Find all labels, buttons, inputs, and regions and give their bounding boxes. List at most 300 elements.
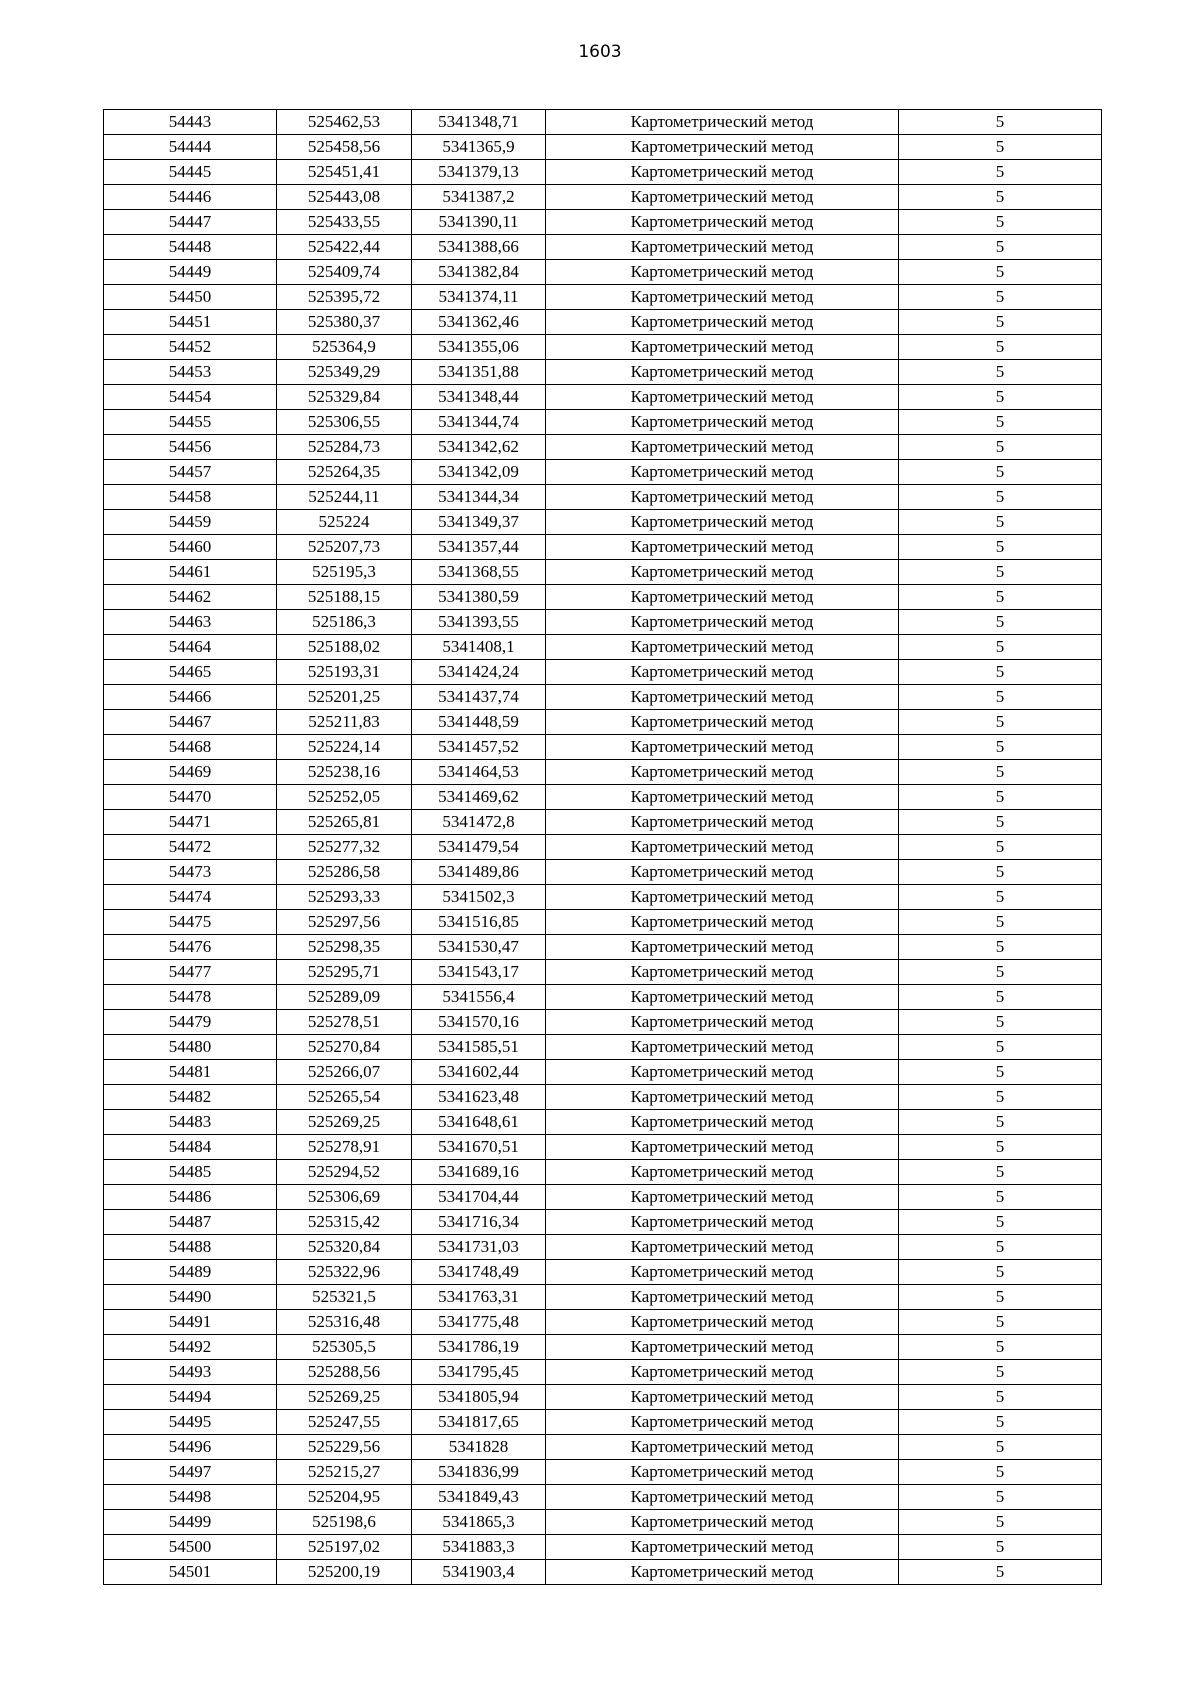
method-cell: Картометрический метод [546, 760, 899, 785]
x-coordinate-cell: 525443,08 [277, 185, 412, 210]
table-row [104, 1085, 1102, 1110]
method-cell: Картометрический метод [546, 810, 899, 835]
accuracy-cell: 5 [899, 1085, 1102, 1110]
method-cell: Картометрический метод [546, 860, 899, 885]
accuracy-cell: 5 [899, 860, 1102, 885]
accuracy-cell: 5 [899, 960, 1102, 985]
table-row [104, 1310, 1102, 1335]
method-cell: Картометрический метод [546, 310, 899, 335]
y-coordinate-cell: 5341390,11 [412, 210, 546, 235]
y-coordinate-cell: 5341408,1 [412, 635, 546, 660]
method-cell: Картометрический метод [546, 110, 899, 135]
point-number-cell: 54467 [104, 710, 277, 735]
x-coordinate-cell: 525321,5 [277, 1285, 412, 1310]
accuracy-cell: 5 [899, 710, 1102, 735]
x-coordinate-cell: 525224,14 [277, 735, 412, 760]
y-coordinate-cell: 5341648,61 [412, 1110, 546, 1135]
x-coordinate-cell: 525269,25 [277, 1110, 412, 1135]
x-coordinate-cell: 525306,69 [277, 1185, 412, 1210]
y-coordinate-cell: 5341380,59 [412, 585, 546, 610]
point-number-cell: 54469 [104, 760, 277, 785]
y-coordinate-cell: 5341349,37 [412, 510, 546, 535]
point-number-cell: 54479 [104, 1010, 277, 1035]
method-cell: Картометрический метод [546, 185, 899, 210]
accuracy-cell: 5 [899, 410, 1102, 435]
y-coordinate-cell: 5341362,46 [412, 310, 546, 335]
method-cell: Картометрический метод [546, 1460, 899, 1485]
method-cell: Картометрический метод [546, 1035, 899, 1060]
table-row [104, 135, 1102, 160]
x-coordinate-cell: 525433,55 [277, 210, 412, 235]
accuracy-cell: 5 [899, 185, 1102, 210]
table-row [104, 385, 1102, 410]
point-number-cell: 54455 [104, 410, 277, 435]
y-coordinate-cell: 5341786,19 [412, 1335, 546, 1360]
y-coordinate-cell: 5341556,4 [412, 985, 546, 1010]
table-row [104, 1210, 1102, 1235]
x-coordinate-cell: 525195,3 [277, 560, 412, 585]
point-number-cell: 54451 [104, 310, 277, 335]
x-coordinate-cell: 525329,84 [277, 385, 412, 410]
accuracy-cell: 5 [899, 510, 1102, 535]
point-number-cell: 54476 [104, 935, 277, 960]
x-coordinate-cell: 525207,73 [277, 535, 412, 560]
x-coordinate-cell: 525306,55 [277, 410, 412, 435]
accuracy-cell: 5 [899, 910, 1102, 935]
y-coordinate-cell: 5341748,49 [412, 1260, 546, 1285]
accuracy-cell: 5 [899, 160, 1102, 185]
table-row [104, 960, 1102, 985]
y-coordinate-cell: 5341670,51 [412, 1135, 546, 1160]
y-coordinate-cell: 5341348,44 [412, 385, 546, 410]
table-row [104, 1435, 1102, 1460]
method-cell: Картометрический метод [546, 910, 899, 935]
x-coordinate-cell: 525186,3 [277, 610, 412, 635]
y-coordinate-cell: 5341795,45 [412, 1360, 546, 1385]
table-row [104, 685, 1102, 710]
method-cell: Картометрический метод [546, 1285, 899, 1310]
accuracy-cell: 5 [899, 685, 1102, 710]
table-row [104, 360, 1102, 385]
point-number-cell: 54447 [104, 210, 277, 235]
method-cell: Картометрический метод [546, 1510, 899, 1535]
table-row [104, 1535, 1102, 1560]
table-row [104, 985, 1102, 1010]
y-coordinate-cell: 5341689,16 [412, 1160, 546, 1185]
method-cell: Картометрический метод [546, 210, 899, 235]
point-number-cell: 54483 [104, 1110, 277, 1135]
y-coordinate-cell: 5341602,44 [412, 1060, 546, 1085]
method-cell: Картометрический метод [546, 935, 899, 960]
point-number-cell: 54459 [104, 510, 277, 535]
x-coordinate-cell: 525188,02 [277, 635, 412, 660]
x-coordinate-cell: 525188,15 [277, 585, 412, 610]
table-row [104, 160, 1102, 185]
method-cell: Картометрический метод [546, 785, 899, 810]
accuracy-cell: 5 [899, 1510, 1102, 1535]
x-coordinate-cell: 525316,48 [277, 1310, 412, 1335]
y-coordinate-cell: 5341382,84 [412, 260, 546, 285]
method-cell: Картометрический метод [546, 1010, 899, 1035]
accuracy-cell: 5 [899, 935, 1102, 960]
x-coordinate-cell: 525409,74 [277, 260, 412, 285]
method-cell: Картометрический метод [546, 685, 899, 710]
point-number-cell: 54457 [104, 460, 277, 485]
method-cell: Картометрический метод [546, 160, 899, 185]
table-row [104, 885, 1102, 910]
point-number-cell: 54492 [104, 1335, 277, 1360]
point-number-cell: 54482 [104, 1085, 277, 1110]
y-coordinate-cell: 5341763,31 [412, 1285, 546, 1310]
accuracy-cell: 5 [899, 1010, 1102, 1035]
x-coordinate-cell: 525364,9 [277, 335, 412, 360]
page-number: 1603 [578, 42, 622, 62]
accuracy-cell: 5 [899, 585, 1102, 610]
y-coordinate-cell: 5341775,48 [412, 1310, 546, 1335]
point-number-cell: 54497 [104, 1460, 277, 1485]
point-number-cell: 54443 [104, 110, 277, 135]
table-row [104, 1160, 1102, 1185]
table-row [104, 435, 1102, 460]
method-cell: Картометрический метод [546, 335, 899, 360]
table-row [104, 460, 1102, 485]
table-row [104, 1335, 1102, 1360]
point-number-cell: 54490 [104, 1285, 277, 1310]
table-row [104, 610, 1102, 635]
point-number-cell: 54501 [104, 1560, 277, 1585]
accuracy-cell: 5 [899, 335, 1102, 360]
y-coordinate-cell: 5341348,71 [412, 110, 546, 135]
method-cell: Картометрический метод [546, 235, 899, 260]
x-coordinate-cell: 525284,73 [277, 435, 412, 460]
table-row [104, 935, 1102, 960]
method-cell: Картометрический метод [546, 1535, 899, 1560]
y-coordinate-cell: 5341357,44 [412, 535, 546, 560]
x-coordinate-cell: 525266,07 [277, 1060, 412, 1085]
point-number-cell: 54453 [104, 360, 277, 385]
x-coordinate-cell: 525265,54 [277, 1085, 412, 1110]
table-row [104, 235, 1102, 260]
point-number-cell: 54488 [104, 1235, 277, 1260]
accuracy-cell: 5 [899, 235, 1102, 260]
coordinates-table-body [104, 110, 1102, 1585]
y-coordinate-cell: 5341530,47 [412, 935, 546, 960]
table-row [104, 735, 1102, 760]
method-cell: Картометрический метод [546, 710, 899, 735]
table-row [104, 1035, 1102, 1060]
x-coordinate-cell: 525395,72 [277, 285, 412, 310]
y-coordinate-cell: 5341368,55 [412, 560, 546, 585]
accuracy-cell: 5 [899, 1335, 1102, 1360]
accuracy-cell: 5 [899, 660, 1102, 685]
method-cell: Картометрический метод [546, 360, 899, 385]
method-cell: Картометрический метод [546, 1410, 899, 1435]
x-coordinate-cell: 525451,41 [277, 160, 412, 185]
accuracy-cell: 5 [899, 1385, 1102, 1410]
accuracy-cell: 5 [899, 485, 1102, 510]
method-cell: Картометрический метод [546, 1160, 899, 1185]
method-cell: Картометрический метод [546, 510, 899, 535]
point-number-cell: 54450 [104, 285, 277, 310]
y-coordinate-cell: 5341342,09 [412, 460, 546, 485]
table-row [104, 110, 1102, 135]
method-cell: Картометрический метод [546, 835, 899, 860]
x-coordinate-cell: 525215,27 [277, 1460, 412, 1485]
x-coordinate-cell: 525277,32 [277, 835, 412, 860]
table-row [104, 910, 1102, 935]
point-number-cell: 54478 [104, 985, 277, 1010]
point-number-cell: 54491 [104, 1310, 277, 1335]
y-coordinate-cell: 5341865,3 [412, 1510, 546, 1535]
y-coordinate-cell: 5341516,85 [412, 910, 546, 935]
accuracy-cell: 5 [899, 360, 1102, 385]
table-row [104, 860, 1102, 885]
table-row [104, 710, 1102, 735]
table-row [104, 1235, 1102, 1260]
point-number-cell: 54445 [104, 160, 277, 185]
point-number-cell: 54468 [104, 735, 277, 760]
method-cell: Картометрический метод [546, 1335, 899, 1360]
method-cell: Картометрический метод [546, 1085, 899, 1110]
point-number-cell: 54493 [104, 1360, 277, 1385]
accuracy-cell: 5 [899, 1310, 1102, 1335]
x-coordinate-cell: 525204,95 [277, 1485, 412, 1510]
table-row [104, 1285, 1102, 1310]
point-number-cell: 54500 [104, 1535, 277, 1560]
y-coordinate-cell: 5341424,24 [412, 660, 546, 685]
point-number-cell: 54466 [104, 685, 277, 710]
point-number-cell: 54494 [104, 1385, 277, 1410]
method-cell: Картометрический метод [546, 1310, 899, 1335]
method-cell: Картометрический метод [546, 985, 899, 1010]
point-number-cell: 54477 [104, 960, 277, 985]
accuracy-cell: 5 [899, 535, 1102, 560]
x-coordinate-cell: 525298,35 [277, 935, 412, 960]
point-number-cell: 54484 [104, 1135, 277, 1160]
method-cell: Картометрический метод [546, 260, 899, 285]
table-row [104, 310, 1102, 335]
y-coordinate-cell: 5341469,62 [412, 785, 546, 810]
x-coordinate-cell: 525349,29 [277, 360, 412, 385]
accuracy-cell: 5 [899, 1260, 1102, 1285]
table-row [104, 1185, 1102, 1210]
point-number-cell: 54485 [104, 1160, 277, 1185]
point-number-cell: 54473 [104, 860, 277, 885]
accuracy-cell: 5 [899, 1535, 1102, 1560]
table-row [104, 635, 1102, 660]
accuracy-cell: 5 [899, 635, 1102, 660]
method-cell: Картометрический метод [546, 1360, 899, 1385]
x-coordinate-cell: 525380,37 [277, 310, 412, 335]
accuracy-cell: 5 [899, 1410, 1102, 1435]
accuracy-cell: 5 [899, 1135, 1102, 1160]
point-number-cell: 54449 [104, 260, 277, 285]
point-number-cell: 54460 [104, 535, 277, 560]
y-coordinate-cell: 5341883,3 [412, 1535, 546, 1560]
point-number-cell: 54458 [104, 485, 277, 510]
method-cell: Картометрический метод [546, 1210, 899, 1235]
method-cell: Картометрический метод [546, 735, 899, 760]
x-coordinate-cell: 525264,35 [277, 460, 412, 485]
accuracy-cell: 5 [899, 135, 1102, 160]
y-coordinate-cell: 5341344,34 [412, 485, 546, 510]
y-coordinate-cell: 5341570,16 [412, 1010, 546, 1035]
method-cell: Картометрический метод [546, 135, 899, 160]
y-coordinate-cell: 5341903,4 [412, 1560, 546, 1585]
x-coordinate-cell: 525293,33 [277, 885, 412, 910]
table-row [104, 260, 1102, 285]
method-cell: Картометрический метод [546, 1135, 899, 1160]
method-cell: Картометрический метод [546, 960, 899, 985]
table-row [104, 1560, 1102, 1585]
y-coordinate-cell: 5341716,34 [412, 1210, 546, 1235]
x-coordinate-cell: 525247,55 [277, 1410, 412, 1435]
table-row [104, 560, 1102, 585]
table-row [104, 660, 1102, 685]
accuracy-cell: 5 [899, 285, 1102, 310]
x-coordinate-cell: 525320,84 [277, 1235, 412, 1260]
x-coordinate-cell: 525211,83 [277, 710, 412, 735]
y-coordinate-cell: 5341457,52 [412, 735, 546, 760]
table-row [104, 760, 1102, 785]
accuracy-cell: 5 [899, 1060, 1102, 1085]
method-cell: Картометрический метод [546, 1485, 899, 1510]
table-row [104, 210, 1102, 235]
method-cell: Картометрический метод [546, 1385, 899, 1410]
method-cell: Картометрический метод [546, 1435, 899, 1460]
x-coordinate-cell: 525269,25 [277, 1385, 412, 1410]
method-cell: Картометрический метод [546, 1260, 899, 1285]
x-coordinate-cell: 525238,16 [277, 760, 412, 785]
x-coordinate-cell: 525289,09 [277, 985, 412, 1010]
table-row [104, 1060, 1102, 1085]
y-coordinate-cell: 5341828 [412, 1435, 546, 1460]
point-number-cell: 54448 [104, 235, 277, 260]
y-coordinate-cell: 5341836,99 [412, 1460, 546, 1485]
y-coordinate-cell: 5341393,55 [412, 610, 546, 635]
table-row [104, 835, 1102, 860]
point-number-cell: 54452 [104, 335, 277, 360]
x-coordinate-cell: 525294,52 [277, 1160, 412, 1185]
table-row [104, 585, 1102, 610]
y-coordinate-cell: 5341387,2 [412, 185, 546, 210]
method-cell: Картометрический метод [546, 535, 899, 560]
table-row [104, 810, 1102, 835]
table-row [104, 535, 1102, 560]
y-coordinate-cell: 5341437,74 [412, 685, 546, 710]
accuracy-cell: 5 [899, 385, 1102, 410]
method-cell: Картометрический метод [546, 485, 899, 510]
table-row [104, 1385, 1102, 1410]
method-cell: Картометрический метод [546, 1060, 899, 1085]
y-coordinate-cell: 5341805,94 [412, 1385, 546, 1410]
x-coordinate-cell: 525315,42 [277, 1210, 412, 1235]
point-number-cell: 54461 [104, 560, 277, 585]
accuracy-cell: 5 [899, 260, 1102, 285]
y-coordinate-cell: 5341704,44 [412, 1185, 546, 1210]
accuracy-cell: 5 [899, 1185, 1102, 1210]
table-row [104, 1510, 1102, 1535]
x-coordinate-cell: 525244,11 [277, 485, 412, 510]
accuracy-cell: 5 [899, 1160, 1102, 1185]
y-coordinate-cell: 5341623,48 [412, 1085, 546, 1110]
accuracy-cell: 5 [899, 835, 1102, 860]
method-cell: Картометрический метод [546, 1185, 899, 1210]
accuracy-cell: 5 [899, 435, 1102, 460]
y-coordinate-cell: 5341374,11 [412, 285, 546, 310]
accuracy-cell: 5 [899, 1210, 1102, 1235]
point-number-cell: 54471 [104, 810, 277, 835]
accuracy-cell: 5 [899, 310, 1102, 335]
x-coordinate-cell: 525229,56 [277, 1435, 412, 1460]
x-coordinate-cell: 525252,05 [277, 785, 412, 810]
accuracy-cell: 5 [899, 1235, 1102, 1260]
x-coordinate-cell: 525265,81 [277, 810, 412, 835]
method-cell: Картометрический метод [546, 385, 899, 410]
x-coordinate-cell: 525224 [277, 510, 412, 535]
x-coordinate-cell: 525322,96 [277, 1260, 412, 1285]
table-row [104, 1460, 1102, 1485]
y-coordinate-cell: 5341489,86 [412, 860, 546, 885]
point-number-cell: 54474 [104, 885, 277, 910]
method-cell: Картометрический метод [546, 410, 899, 435]
y-coordinate-cell: 5341502,3 [412, 885, 546, 910]
method-cell: Картометрический метод [546, 885, 899, 910]
accuracy-cell: 5 [899, 1485, 1102, 1510]
point-number-cell: 54446 [104, 185, 277, 210]
x-coordinate-cell: 525201,25 [277, 685, 412, 710]
table-row [104, 410, 1102, 435]
x-coordinate-cell: 525305,5 [277, 1335, 412, 1360]
table-row [104, 1135, 1102, 1160]
method-cell: Картометрический метод [546, 1110, 899, 1135]
y-coordinate-cell: 5341543,17 [412, 960, 546, 985]
x-coordinate-cell: 525197,02 [277, 1535, 412, 1560]
accuracy-cell: 5 [899, 560, 1102, 585]
point-number-cell: 54487 [104, 1210, 277, 1235]
point-number-cell: 54472 [104, 835, 277, 860]
method-cell: Картометрический метод [546, 435, 899, 460]
point-number-cell: 54496 [104, 1435, 277, 1460]
point-number-cell: 54454 [104, 385, 277, 410]
x-coordinate-cell: 525422,44 [277, 235, 412, 260]
method-cell: Картометрический метод [546, 460, 899, 485]
table-row [104, 285, 1102, 310]
accuracy-cell: 5 [899, 735, 1102, 760]
x-coordinate-cell: 525297,56 [277, 910, 412, 935]
point-number-cell: 54462 [104, 585, 277, 610]
x-coordinate-cell: 525270,84 [277, 1035, 412, 1060]
y-coordinate-cell: 5341342,62 [412, 435, 546, 460]
x-coordinate-cell: 525198,6 [277, 1510, 412, 1535]
method-cell: Картометрический метод [546, 610, 899, 635]
point-number-cell: 54470 [104, 785, 277, 810]
method-cell: Картометрический метод [546, 285, 899, 310]
method-cell: Картометрический метод [546, 1560, 899, 1585]
point-number-cell: 54464 [104, 635, 277, 660]
accuracy-cell: 5 [899, 1560, 1102, 1585]
x-coordinate-cell: 525462,53 [277, 110, 412, 135]
y-coordinate-cell: 5341731,03 [412, 1235, 546, 1260]
accuracy-cell: 5 [899, 110, 1102, 135]
method-cell: Картометрический метод [546, 660, 899, 685]
method-cell: Картометрический метод [546, 585, 899, 610]
table-row [104, 185, 1102, 210]
x-coordinate-cell: 525278,51 [277, 1010, 412, 1035]
y-coordinate-cell: 5341585,51 [412, 1035, 546, 1060]
y-coordinate-cell: 5341365,9 [412, 135, 546, 160]
x-coordinate-cell: 525295,71 [277, 960, 412, 985]
